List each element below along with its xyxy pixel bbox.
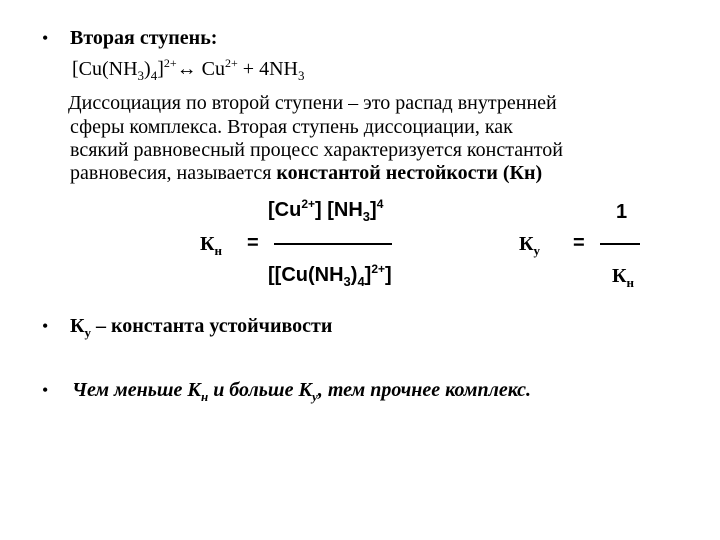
kn-num-b: ] [NH — [315, 199, 363, 221]
reaction-sub2: 4 — [150, 68, 158, 83]
ky-label — [519, 233, 540, 257]
paragraph-cont — [70, 116, 563, 185]
kn-fraction-bar — [274, 243, 392, 245]
ky-numerator: 1 — [616, 201, 628, 223]
conclusion-a-sub: н — [200, 389, 209, 404]
paragraph-line-2: сферы комплекса. Вторая ступень диссоциации, как — [70, 116, 513, 138]
kn-den-a-sub: 3 — [343, 274, 351, 289]
ky-denominator — [612, 265, 634, 289]
kn-denominator — [268, 264, 392, 289]
ky-def-text: – константа устойчивости — [91, 315, 333, 337]
ky-def-label: К — [70, 315, 85, 337]
ky-den-letter: К — [612, 265, 627, 287]
bullet-marker-2: • — [42, 316, 49, 336]
reaction-sub1: 3 — [137, 68, 145, 83]
reaction-arrow: ↔ — [176, 58, 197, 80]
kn-equals: = — [247, 232, 259, 254]
ky-def-label-sub: у — [84, 325, 92, 340]
kn-num-a: [Cu — [268, 199, 302, 221]
kn-label-sub: н — [214, 243, 223, 258]
ky-den-sub: н — [626, 275, 635, 290]
kn-num-a-sup: 2+ — [301, 197, 316, 211]
reaction-charge: 2+ — [163, 56, 177, 70]
reaction-tail: + 4NH — [237, 58, 298, 80]
kn-num-b-sub: 3 — [362, 209, 371, 224]
reaction-equation — [72, 58, 304, 83]
reaction-open: [Cu(NH — [72, 58, 138, 80]
paragraph — [68, 92, 557, 115]
ky-equals: = — [573, 232, 585, 254]
paragraph-line-4-bold: константой нестойкости (Кн) — [276, 162, 543, 184]
paragraph-line-4-plain: равновесия, называется — [70, 162, 277, 184]
kn-den-b-sub: 4 — [357, 274, 365, 289]
heading: Вторая ступень: — [70, 27, 218, 49]
conclusion-a: Чем меньше К — [72, 379, 201, 401]
kn-den-c-sup: 2+ — [371, 262, 386, 276]
paragraph-line-4 — [70, 162, 563, 185]
kn-den-c: ] — [364, 264, 372, 286]
conclusion-b: и больше К — [208, 379, 313, 401]
reaction-cu-charge: 2+ — [225, 56, 238, 70]
ky-label-letter: К — [519, 233, 534, 255]
reaction-mid: ) — [144, 58, 151, 80]
kn-num-c: ] — [370, 199, 377, 221]
conclusion — [72, 379, 531, 403]
kn-den-d: ] — [385, 264, 392, 286]
kn-label — [200, 233, 222, 257]
bullet-marker-1: • — [42, 28, 49, 48]
reaction-tail-sub: 3 — [297, 68, 305, 83]
ky-label-sub: у — [533, 243, 541, 258]
reaction-cu: Cu — [196, 58, 226, 80]
paragraph-line-1: Диссоциация по второй ступени – это распад внутренней — [68, 92, 557, 114]
kn-num-c-sup: 4 — [376, 197, 384, 211]
kn-label-letter: К — [200, 233, 215, 255]
ky-definition — [70, 315, 332, 339]
bullet-marker-3: • — [42, 380, 49, 400]
ky-fraction-bar — [600, 243, 640, 245]
reaction-close: ] — [157, 58, 164, 80]
conclusion-c: , тем прочнее комплекс. — [317, 379, 531, 401]
kn-den-b: ) — [350, 264, 358, 286]
paragraph-line-3: всякий равновесный процесс характеризуется константой — [70, 139, 563, 161]
kn-den-a: [[Cu(NH — [268, 264, 344, 286]
kn-numerator — [268, 199, 383, 224]
conclusion-b-sub: у — [312, 389, 318, 404]
